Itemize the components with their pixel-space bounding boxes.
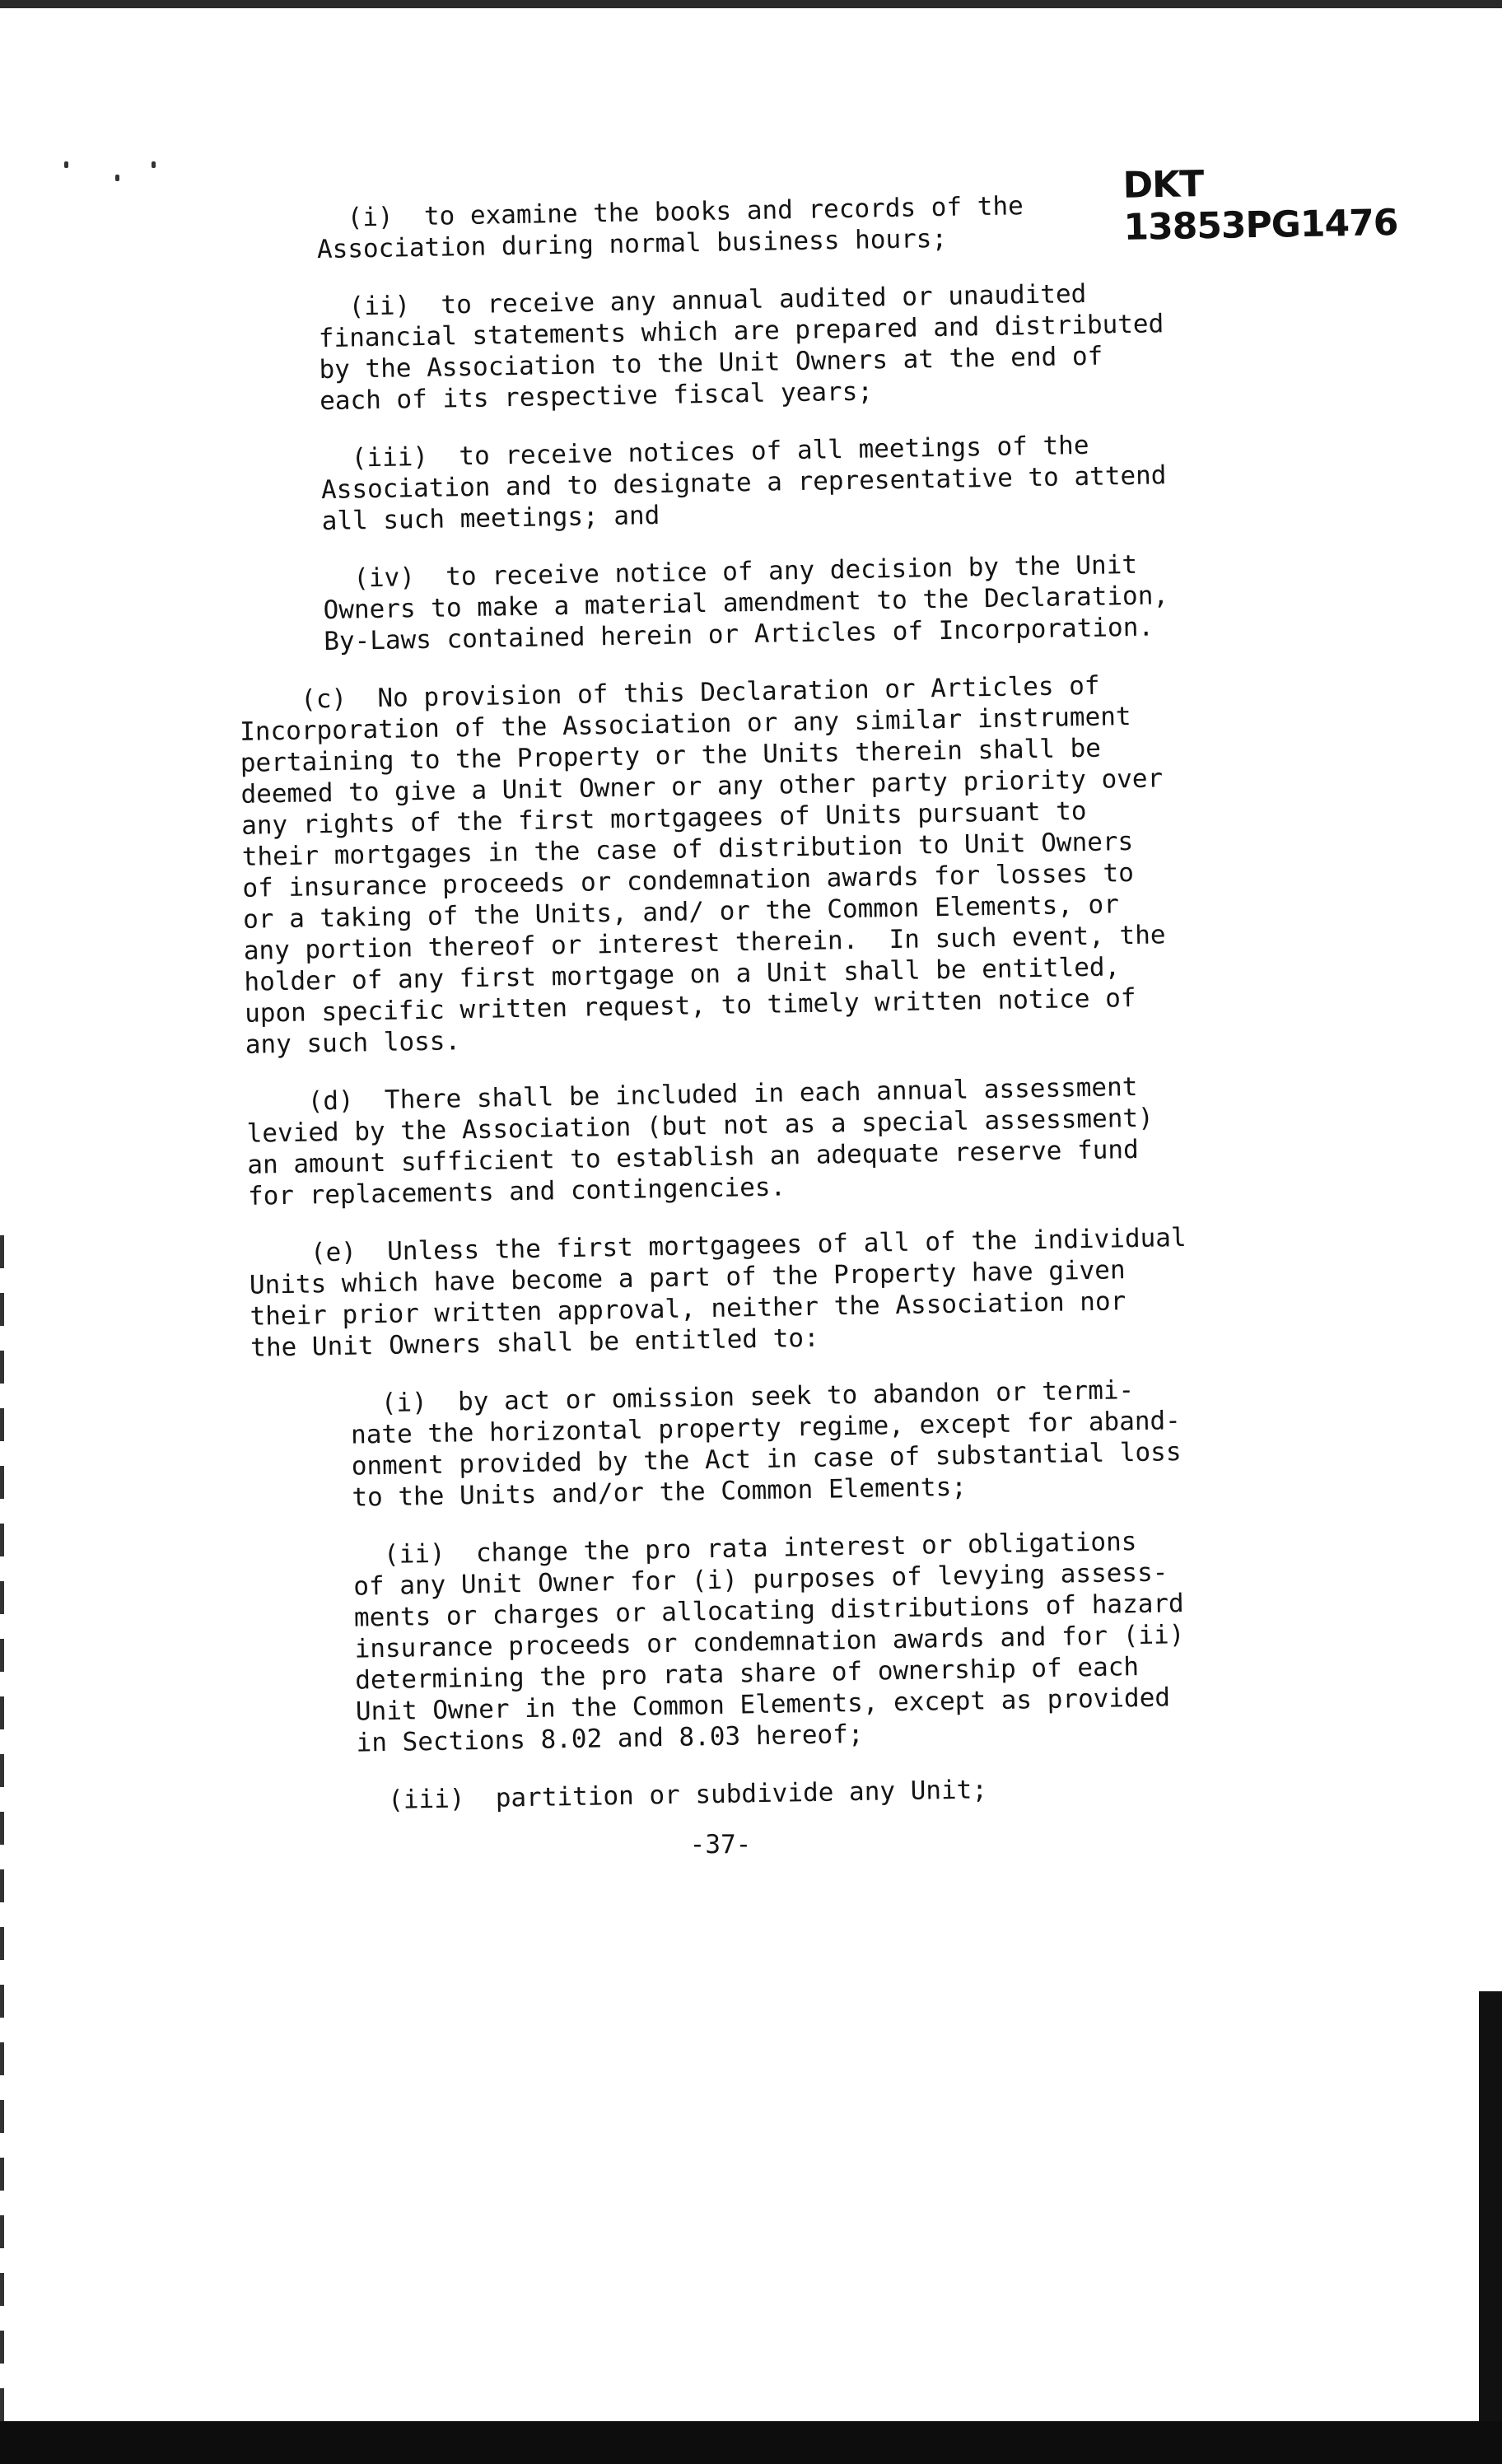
- scan-speck: [115, 175, 119, 181]
- scan-border-right: [1479, 1991, 1502, 2464]
- scan-speck: [152, 161, 156, 168]
- paragraph-b-i: (i) to examine the books and records of the Association during normal business hours;: [316, 191, 1024, 265]
- scan-border-bottom: [0, 2421, 1502, 2464]
- paragraph-e: (e) Unless the first mortgagees of all of the individual Units which have become a part of the Property have given their prior written approval, neither the Association nor the Unit Owners shall be entitled to:: [248, 1222, 1187, 1363]
- scan-border-top: [0, 0, 1502, 8]
- paragraph-e-iii: (iii) partition or subdivide any Unit;: [357, 1775, 988, 1816]
- scan-border-left: [0, 1235, 4, 2421]
- paragraph-b-iv: (iv) to receive notice of any decision by the Unit Owners to make a material amendment to the Declaration, By-Laws contained herein or Articles of Incorporation.: [322, 549, 1169, 657]
- docket-stamp: DKT 13853PG1476: [1122, 163, 1398, 249]
- paragraph-b-iii: (iii) to receive notices of all meetings of the Association and to designate a representative to attend all such meetings; and: [320, 430, 1167, 537]
- paragraph-e-ii: (ii) change the pro rata interest or obligations of any Unit Owner for (i) purposes of levying assess- ments or charges or allocating distributions of hazard insurance proceeds or condemnation awards and for (ii) determining the pro rata share of ownership of each Unit Owner in the Common Elements, except as provided in Sections 8.02 and 8.03 hereof;: [352, 1527, 1185, 1758]
- page-number: -37-: [689, 1830, 752, 1860]
- paragraph-b-ii: (ii) to receive any annual audited or unaudited financial statements which are prepared and distributed by the Association to the Unit Owners at the end of each of its respective fiscal years;: [317, 278, 1164, 417]
- scan-speck: [64, 161, 68, 168]
- paragraph-c: (c) No provision of this Declaration or Articles of Incorporation of the Association or any similar instrument pertaining to the Property or the Units therein shall be deemed to give a Unit Owner or any other party priority over any rights of the first mortgagees of Units pursuant to their mortgages in the case of distribution to Unit Owners of insurance proceeds or condemnation awards for losses to or a taking of the Units, and/ or the Common Elements, or any portion thereof or interest therein. In such event, the holder of any first mortgage on a Unit shall be entitled, upon specific written request, to timely written notice of any such loss.: [239, 670, 1166, 1060]
- document-body: [231, 185, 1363, 1845]
- paragraph-e-i: (i) by act or omission seek to abandon or termi- nate the horizontal property regime, except for aband- onment provided by the Act in case of substantial loss to the Units and/or the Common Elements;: [350, 1375, 1182, 1513]
- paragraph-d: (d) There shall be included in each annual assessment levied by the Association (but not as a special assessment) an amount sufficient to establish an adequate reserve fund for replacements and contingencies.: [245, 1071, 1154, 1211]
